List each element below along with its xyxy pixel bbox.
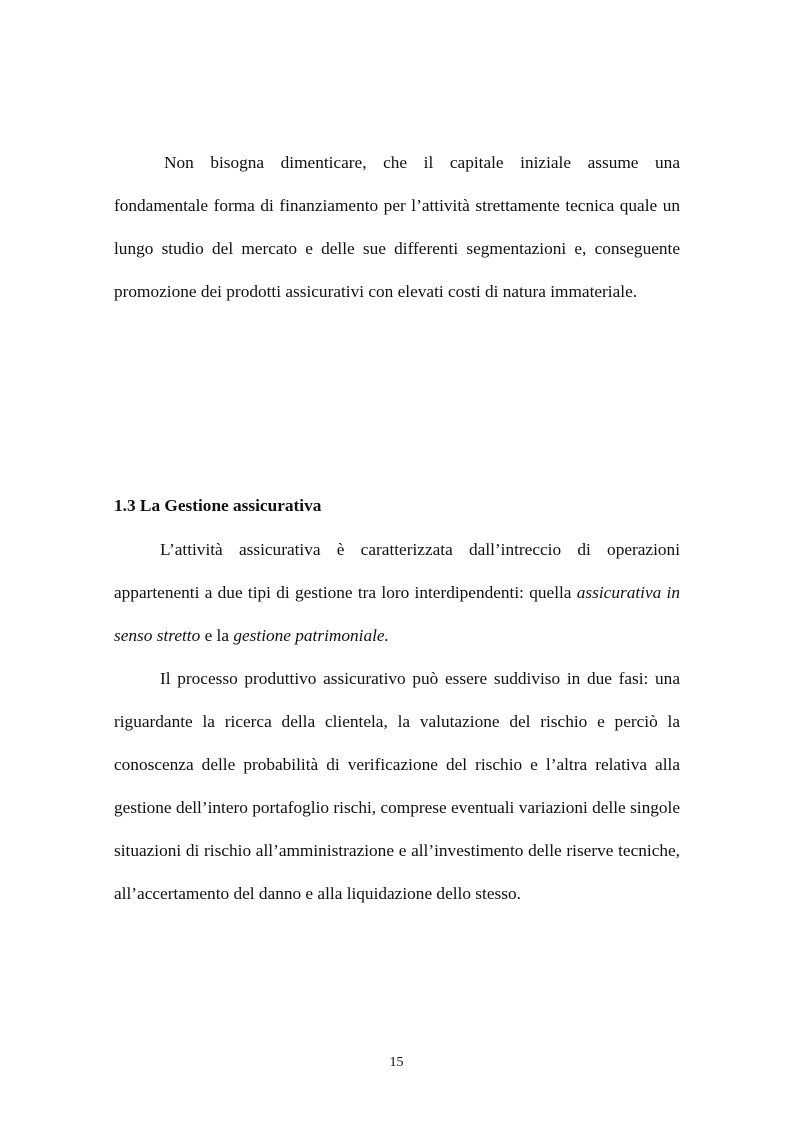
page-number: 15 [389, 1055, 404, 1070]
paragraph-production-process: Il processo produttivo assicurativo può essere suddiviso in due fasi: una riguardante la ricerca della clientela, la valutazione del rischio e perciò la conoscenza delle probabilità di verificazione del rischio e l’altra relativa alla gestione dell’intero portafoglio rischi, comprese eventuali variazioni delle singole situazioni di rischio all’amministrazione e all’investimento delle riserve tecniche, all’accertamento del danno e alla liquidazione dello stesso. [114, 669, 680, 903]
paragraph-text-part: e la [200, 626, 234, 645]
paragraph-capital [114, 141, 680, 313]
paragraph-text-part: L’attività assicurativa è caratterizzata dall’intreccio di operazioni appartenenti a due tipi di gestione tra loro interdipendenti: quella [114, 540, 680, 602]
italic-term-asset-management: gestione patrimoniale. [233, 626, 389, 645]
italic-term-strict-sense: assicurativa in senso stretto [114, 583, 681, 645]
paragraph-capital-text: Non bisogna dimenticare, che il capitale iniziale assume una fondamentale forma di finanziamento per l’attività strettamente tecnica quale un lungo studio del mercato e delle sue differenti segmentazioni e, conseguente promozione dei prodotti assicurativi con elevati costi di natura immateriale. [114, 153, 680, 301]
section-heading: 1.3 La Gestione assicurativa [114, 496, 322, 515]
paragraph-insurance-activity [114, 528, 680, 657]
